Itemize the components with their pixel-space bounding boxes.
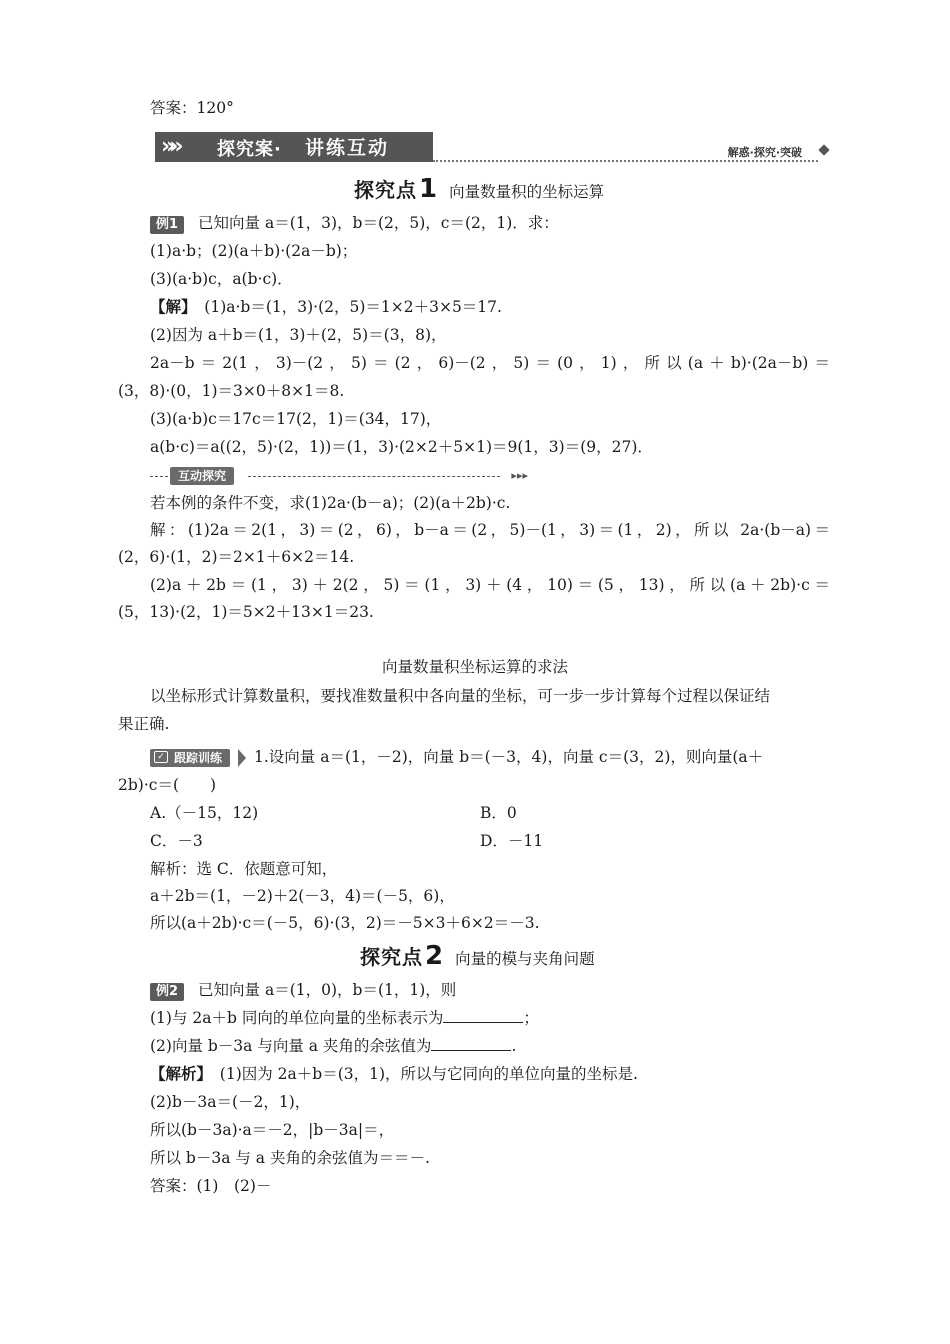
section-label: 探究点 [360, 945, 423, 969]
answer-text: 答案：120° [150, 99, 234, 117]
diamond-icon [818, 144, 829, 155]
solution-label: 【解】 [150, 297, 189, 316]
example-tag: 例1 [150, 216, 184, 234]
example-2-prompt-line [150, 979, 456, 1001]
tag-tail [238, 749, 246, 767]
option-d: D．－11 [480, 832, 544, 850]
method-title: 向量数量积坐标运算的求法 [381, 658, 568, 676]
answer-line: 答案：(1) (2)－ [150, 1177, 272, 1195]
section-number: 1 [419, 174, 438, 204]
analysis-line: (2)b－3a＝(－2，1)， [150, 1093, 311, 1111]
section-number: 2 [425, 941, 444, 971]
option-b: B．0 [480, 804, 517, 822]
training-tag: ✓ 跟踪训练 [150, 749, 230, 767]
section-subtitle: 向量的模与夹角问题 [455, 950, 595, 968]
training-question: 2b)·c＝( ) [118, 776, 217, 794]
method-text: 以坐标形式计算数量积，要找准数量积中各向量的坐标，可一步一步计算每个过程以保证结 [150, 687, 771, 705]
banner-highlight: 讲练互动 [305, 137, 390, 159]
interactive-divider [150, 467, 528, 485]
section-banner [155, 132, 830, 164]
option-a: A.（－15，12) [150, 804, 259, 822]
option-c: C．－3 [150, 832, 203, 850]
solution-line: a(b·c)＝a((2，5)·(2，1))＝(1，3)·(2×2＋5×1)＝9(1，3)＝(9，27)． [150, 438, 653, 456]
analysis-line: 所以(b－3a)·a＝－2，|b－3a|＝， [150, 1121, 395, 1139]
analysis-label: 【解析】 [150, 1064, 205, 1083]
analysis-line [150, 1063, 638, 1085]
section-heading-2 [360, 941, 595, 971]
example-2-question-2: (2)向量 b－3a 与向量 a 夹角的余弦值为 . [150, 1037, 517, 1055]
interactive-solution: (2)a＋2b＝(1，3)＋2(2，5)＝(1，3)＋(4，10)＝(5，13)，所以(a＋2b)·c＝ [150, 576, 830, 594]
double-chevron-icon: »» [161, 134, 178, 159]
example-1-question: (3)(a·b)c，a(b·c)． [150, 270, 293, 288]
interactive-tag: 互动探究 [170, 467, 234, 485]
example-2-question-1: (1)与 2a＋b 同向的单位向量的坐标表示为 ； [150, 1009, 539, 1027]
solution-line: (2)因为 a＋b＝(1，3)＋(2，5)＝(3，8)， [150, 326, 447, 344]
analysis-text: (1)因为 2a＋b＝(3，1)，所以与它同向的单位向量的坐标是. [219, 1065, 638, 1083]
interactive-solution: (5，13)·(2，1)＝5×2＋13×1＝23. [118, 603, 374, 621]
example-prompt: 已知向量 a＝(1，3)，b＝(2，5)，c＝(2，1)．求： [198, 214, 559, 232]
analysis-line: 所以 b－3a 与 a 夹角的余弦值为＝＝－. [150, 1149, 430, 1167]
arrow-icon: ▸▸▸ [511, 469, 528, 482]
section-label: 探究点 [354, 178, 417, 202]
answer-blank[interactable] [431, 1036, 511, 1051]
interactive-question: 若本例的条件不变，求(1)2a·(b－a)；(2)(a＋2b)·c. [150, 494, 511, 512]
training-question-line [150, 746, 763, 768]
example-1-prompt-line [150, 212, 559, 234]
dash-rule [248, 476, 500, 477]
solution-line [150, 296, 502, 318]
banner-right-text: 解惑·探究·突破 [727, 146, 802, 159]
example-prompt: 已知向量 a＝(1，0)，b＝(1，1)，则 [198, 981, 457, 999]
notebook-icon: ✓ [154, 751, 168, 763]
example-tag: 例2 [150, 983, 184, 1001]
solution-line: 2a－b＝2(1，3)－(2，5)＝(2，6)－(2，5)＝(0，1)，所以(a＋b)·(2a－b)＝ [150, 354, 830, 372]
interactive-solution: (2，6)·(1，2)＝2×1＋6×2＝14. [118, 548, 355, 566]
banner-dotted-rule [433, 160, 818, 162]
solution-text: (1)a·b＝(1，3)·(2，5)＝1×2＋3×5＝17. [204, 298, 502, 316]
training-question: 1.设向量 a＝(1，－2)，向量 b＝(－3，4)，向量 c＝(3，2)，则向量(a＋ [254, 748, 764, 766]
dash-rule [150, 476, 168, 477]
training-analysis: 所以(a＋2b)·c＝(－5，6)·(3，2)＝－5×3＋6×2＝－3. [150, 914, 540, 932]
training-analysis: 解析：选 C．依题意可知， [150, 860, 338, 878]
banner-title: 探究案· [217, 139, 282, 160]
interactive-solution: 解：(1)2a＝2(1，3)＝(2，6)，b－a＝(2，5)－(1，3)＝(1，2)，所以 2a·(b－a)＝ [150, 521, 830, 539]
method-text: 果正确. [118, 715, 170, 733]
solution-line: (3)(a·b)c＝17c＝17(2，1)＝(34，17)， [150, 410, 442, 428]
training-analysis: a＋2b＝(1，－2)＋2(－3，4)＝(－5，6)， [150, 887, 455, 905]
banner-bar [155, 132, 433, 162]
section-subtitle: 向量数量积的坐标运算 [449, 183, 605, 201]
answer-blank[interactable] [443, 1008, 523, 1023]
section-heading-1 [354, 174, 604, 204]
example-1-question: (1)a·b；(2)(a＋b)·(2a－b)； [150, 242, 358, 260]
solution-line: (3，8)·(0，1)＝3×0＋8×1＝8. [118, 382, 345, 400]
